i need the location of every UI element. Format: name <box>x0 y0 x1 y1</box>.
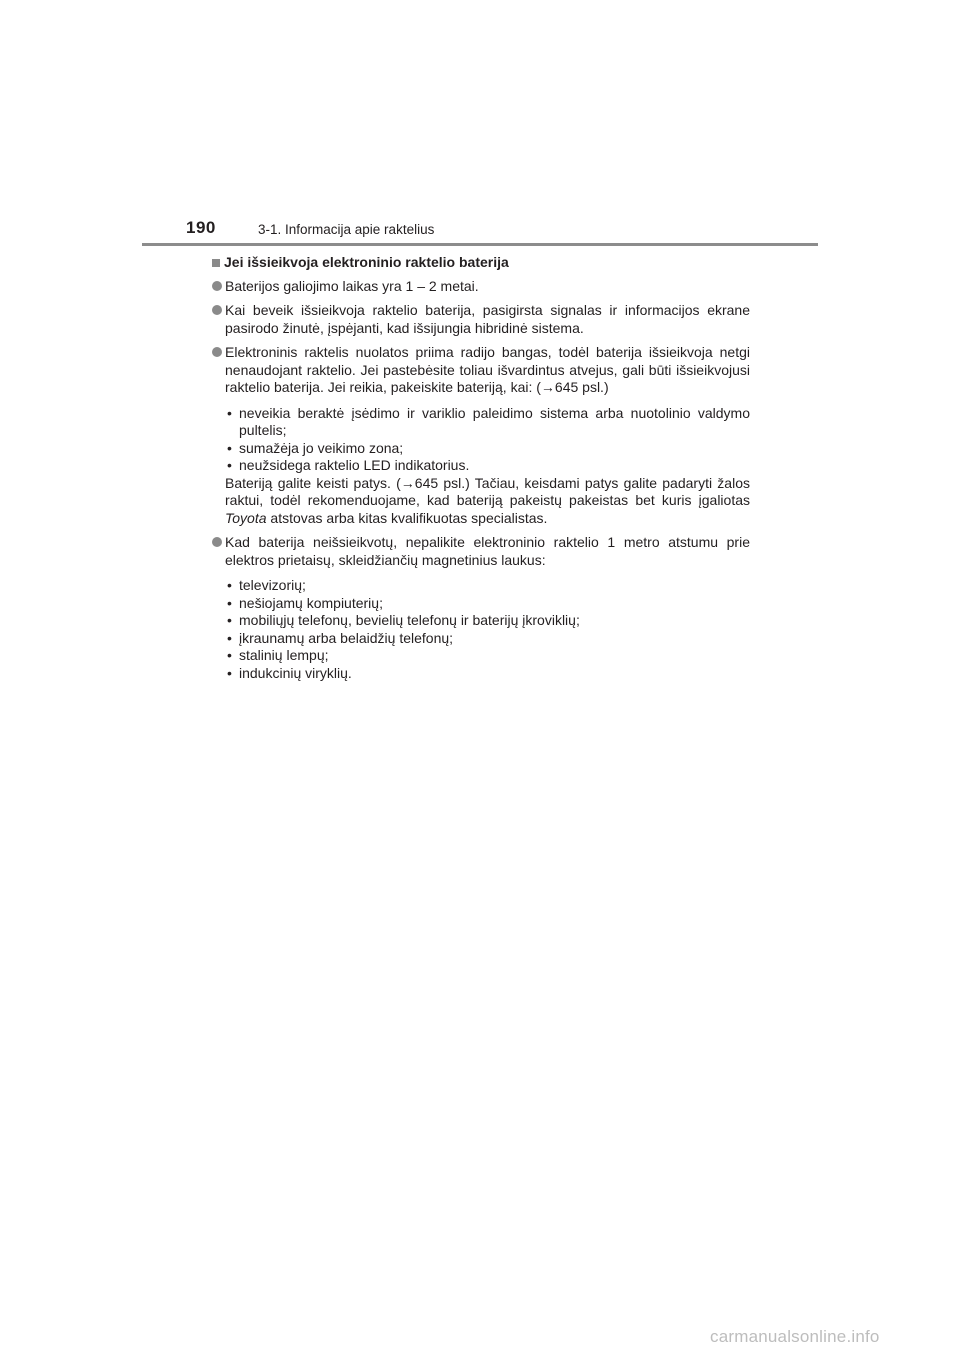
section-heading <box>212 254 750 272</box>
header-divider <box>142 243 818 246</box>
list-item: • stalinių lempų; <box>225 647 750 665</box>
bullet-low-battery-warning <box>212 302 750 337</box>
circle-bullet-icon <box>212 281 222 291</box>
list-item: • indukcinių viryklių. <box>225 665 750 683</box>
bullet-battery-life <box>212 278 750 296</box>
list-item: • neveikia beraktė įsėdimo ir variklio paleidimo sistema arba nuotolinio valdymo pultelis; <box>225 405 750 440</box>
battery-replacement-note <box>225 475 750 528</box>
circle-bullet-icon <box>212 537 222 547</box>
section-heading-text: Jei išsieikvoja elektroninio raktelio baterija <box>224 254 509 270</box>
list-item: • įkraunamų arba belaidžių telefonų; <box>225 630 750 648</box>
appliance-list <box>225 577 750 682</box>
bullet-text: Elektroninis raktelis nuolatos priima radijo bangas, todėl baterija išsieikvoja netgi nenaudojant raktelio. Jei pastebėsite toliau išvardintus atvejus, gali būti išsieikvojusi raktelio baterija. Jei reikia, pakeiskite bateriją, kai: (→645 psl.) <box>225 344 750 395</box>
bullet-text: Baterijos galiojimo laikas yra 1 – 2 metai. <box>225 277 479 294</box>
running-header: 3-1. Informacija apie raktelius <box>258 222 435 237</box>
circle-bullet-icon <box>212 347 222 357</box>
bullet-text: Kai beveik išsieikvoja raktelio baterija, pasigirsta signalas ir informacijos ekrane pasirodo žinutė, įspėjanti, kad išsijungia hibridinė sistema. <box>225 302 750 336</box>
bullet-radio-waves <box>212 344 750 527</box>
note-text-end: atstovas arba kitas kvalifikuotas specialistas. <box>270 509 548 526</box>
circle-bullet-icon <box>212 305 222 315</box>
symptom-list <box>225 405 750 475</box>
note-text: Bateriją galite keisti patys. (→645 psl.) Tačiau, keisdami patys galite padaryti žalos raktui, todėl rekomenduojame, kad bateriją pakeistų pakeistas bet kuris įgaliotas <box>225 474 750 508</box>
list-item: • mobiliųjų telefonų, bevielių telefonų ir baterijų įkroviklių; <box>225 612 750 630</box>
brand-name: Toyota <box>225 509 267 526</box>
list-item: • sumažėja jo veikimo zona; <box>225 440 750 458</box>
bullet-text: Kad baterija neišsieikvotų, nepalikite elektroninio raktelio 1 metro atstumu prie elektros prietaisų, skleidžiančių magnetinius laukus: <box>225 534 750 568</box>
list-item: • nešiojamų kompiuterių; <box>225 595 750 613</box>
list-item: • neužsidega raktelio LED indikatorius. <box>225 457 750 475</box>
bullet-magnetic-fields <box>212 534 750 682</box>
square-bullet-icon <box>212 259 220 267</box>
page-number: 190 <box>186 218 216 237</box>
page-content <box>212 254 750 689</box>
list-item: • televizorių; <box>225 577 750 595</box>
watermark: carmanualsonline.info <box>710 1327 880 1346</box>
